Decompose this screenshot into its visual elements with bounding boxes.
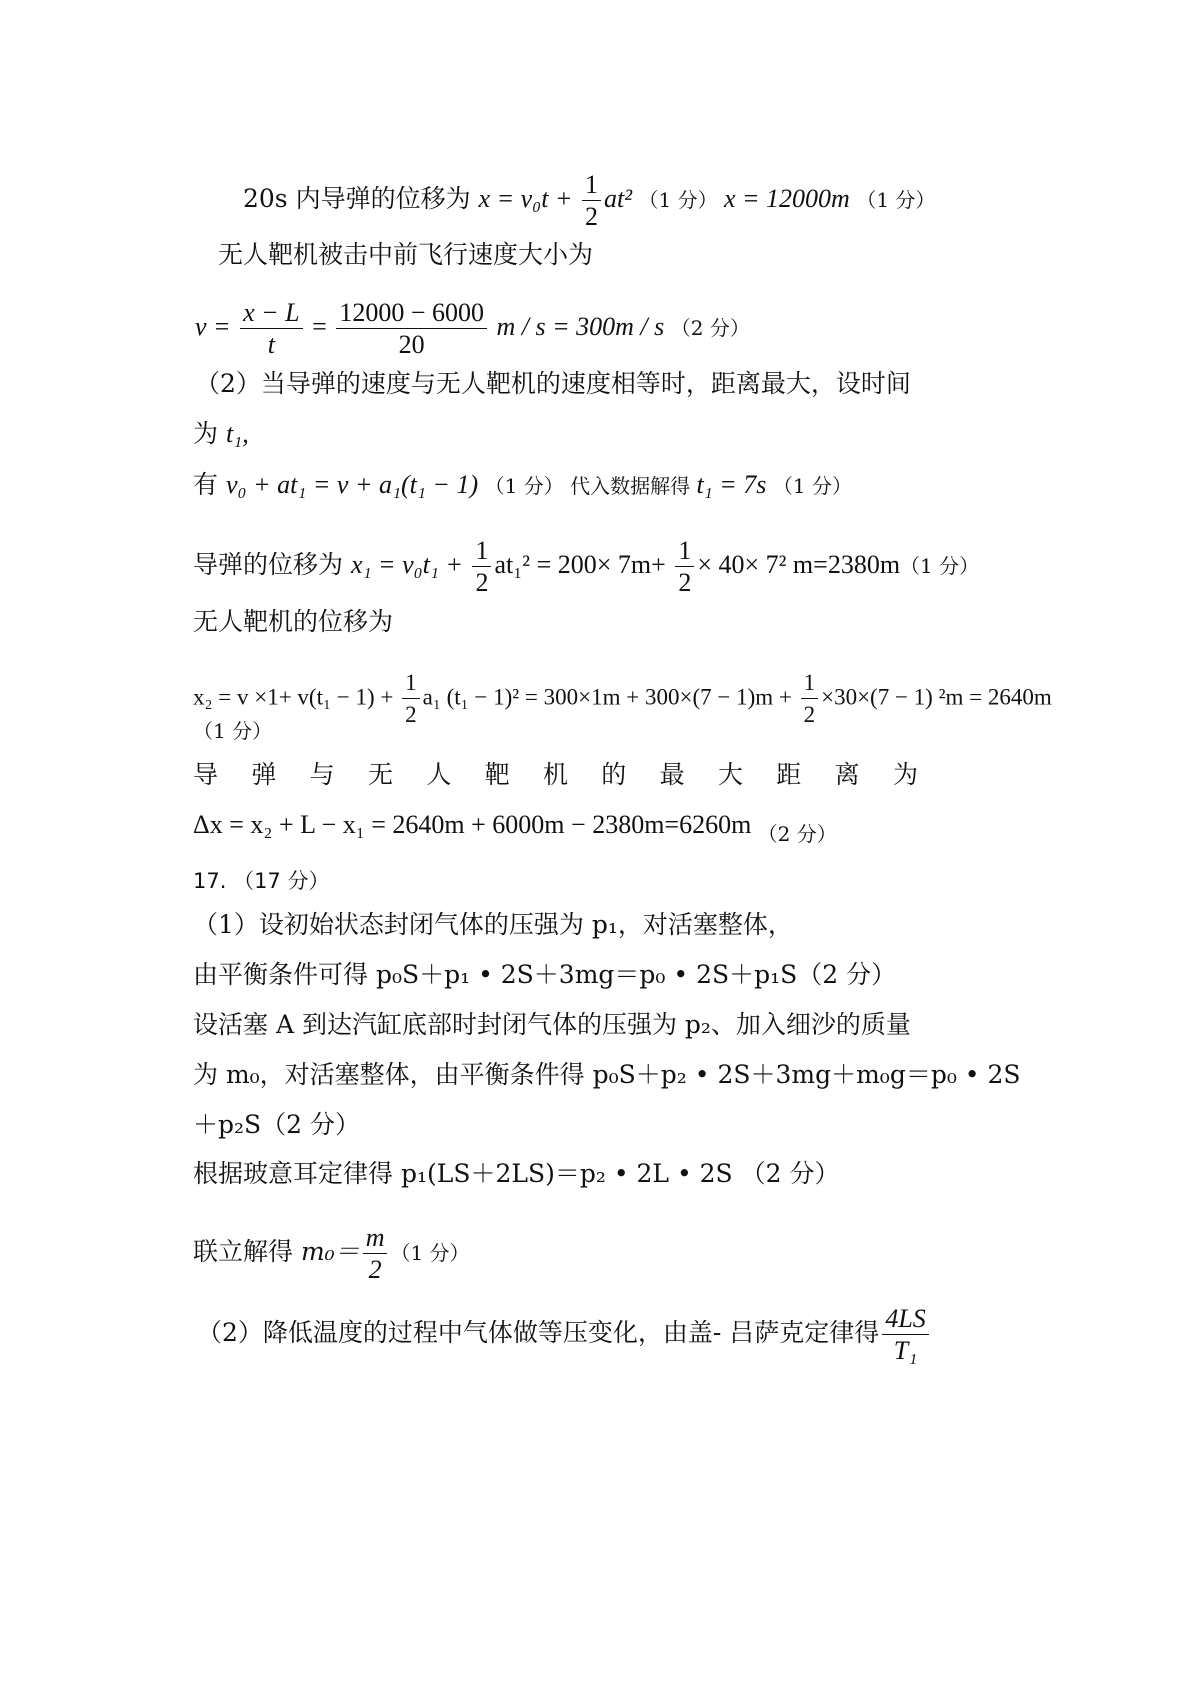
line-16: 设活塞 A 到达汽缸底部时封闭气体的压强为 p₂、加入细沙的质量 [193,1010,911,1039]
line-6: 有 v₀ + at₁ = v + a₁(t₁ − 1) （1 分） 代入数据解得 t₁ = 7s （1 分） [193,470,852,499]
line-1: 20s 内导弹的位移为 x = v₀t + $\frac{1}{2}$ at² （1 分） x = 12000m （1 分） [243,170,936,231]
fraction: $\frac{x - L}{t}$ [240,297,303,360]
line-19: 根据玻意耳定律得 p₁(LS＋2LS)＝p₂ • 2L • 2S （2 分） [193,1159,840,1188]
fraction: $\frac{12000 - 6000}{20}$ [336,297,487,360]
line-3: v = $\frac{x - L}{t}$ = $\frac{12000 - 6000}{20}$ m / s = 300m / s （2 分） [195,298,750,359]
line-11: 导 弹 与 无 人 靶 机 的 最 大 距 离 为 [193,760,918,789]
line-18: ＋p₂S（2 分） [193,1110,361,1139]
line-15: 由平衡条件可得 p₀S＋p₁ • 2S＋3mg＝p₀ • 2S＋p₁S（2 分） [193,960,897,989]
line-20: 联立解得 m₀＝ $\frac{m}{2}$ （1 分） [193,1223,470,1284]
line-21: （2）降低温度的过程中气体做等压变化，由盖- 吕萨克定律得 $\frac{4LS}{\text{T₁}}$ [197,1303,932,1366]
line-5: 为 t₁, [193,419,249,448]
fraction: $\frac{1}{2}$ [472,535,491,598]
line-8: 无人靶机的位移为 [193,607,394,636]
fraction: $\frac{1}{2}$ [801,667,819,730]
line-4: （2）当导弹的速度与无人靶机的速度相等时，距离最大，设时间 [195,369,911,398]
fraction: $\frac{m}{2}$ [363,1222,388,1285]
line-7: 导弹的位移为 x₁ = v₀t₁ + $\frac{1}{2}$ at₁² = 200× 7m+ $\frac{1}{2}$ × 40× 7² m=2380m（1 分） [193,536,980,597]
line-2: 无人靶机被击中前飞行速度大小为 [218,240,594,269]
line-9: x₂ = v ×1+ v(t₁ − 1) + $\frac{1}{2}$ a₁ (t₁ − 1)² = 300×1m + 300×(7 − 1)m + $\frac{1}{2}$ ×30×(7 − 1) ²m = 2640m [193,667,1052,730]
line-17: 为 m₀，对活塞整体，由平衡条件得 p₀S＋p₂ • 2S＋3mg＋m₀g＝p₀ • 2S [193,1060,1021,1089]
line-10: （1 分） [193,719,273,743]
fraction: $\frac{1}{2}$ [582,169,601,232]
line-12: Δx = x₂ + L − x₁ = 2640m + 6000m − 2380m=6260m $_{(2 分)}$ [193,810,837,846]
fraction: $\frac{4LS}{\text{T₁}}$ [882,1303,928,1366]
fraction: $\frac{1}{2}$ [675,535,694,598]
section-heading: 17. （17 分） [193,869,330,893]
line-14: （1）设初始状态封闭气体的压强为 p₁，对活塞整体， [193,910,793,939]
fraction: $\frac{1}{2}$ [402,667,420,730]
